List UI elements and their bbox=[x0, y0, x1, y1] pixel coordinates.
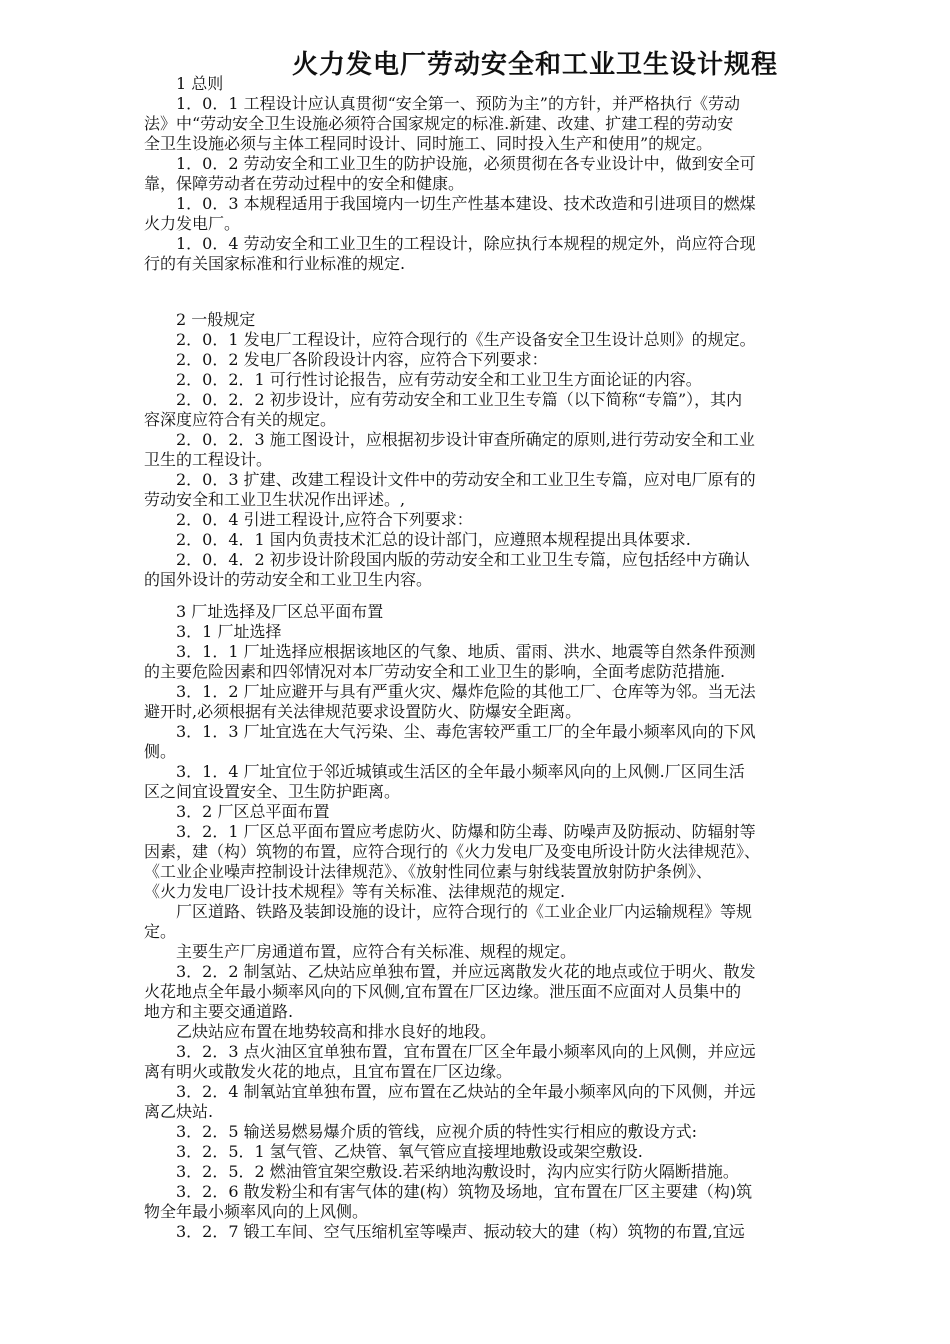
text-line: 1 总则 bbox=[144, 74, 224, 93]
text-line: 3．2．6 散发粉尘和有害气体的建(构）筑物及场地，宜布置在厂区主要建（构)筑 bbox=[144, 1182, 753, 1201]
text-line: 地方和主要交通道路. bbox=[144, 1002, 294, 1021]
text-line: 3．2．5．1 氢气管、乙炔管、氧气管应直接埋地敷设或架空敷设. bbox=[144, 1142, 643, 1161]
text-line: 离有明火或散发火花的地点，且宜布置在厂区边缘。 bbox=[144, 1062, 513, 1081]
text-line: 2．0．3 扩建、改建工程设计文件中的劳动安全和工业卫生专篇，应对电厂原有的 bbox=[144, 470, 756, 489]
text-line: 靠，保障劳动者在劳动过程中的安全和健康。 bbox=[144, 174, 465, 193]
text-line: 行的有关国家标准和行业标准的规定. bbox=[144, 254, 406, 273]
text-line: 全卫生设施必须与主体工程同时设计、同时施工、同时投入生产和使用”的规定。 bbox=[144, 134, 713, 153]
text-line: 离乙炔站. bbox=[144, 1102, 214, 1121]
text-line: 3．2．1 厂区总平面布置应考虑防火、防爆和防尘毒、防噪声及防振动、防辐射等 bbox=[144, 822, 756, 841]
text-line: 3．2．4 制氧站宜单独布置，应布置在乙炔站的全年最小频率风向的下风侧，并远 bbox=[144, 1082, 756, 1101]
text-line: 3．1．1 厂址选择应根据该地区的气象、地质、雷雨、洪水、地震等自然条件预测 bbox=[144, 642, 756, 661]
text-line: 3．2．5．2 燃油管宜架空敷设.若采纳地沟敷设时，沟内应实行防火隔断措施。 bbox=[144, 1162, 739, 1181]
text-line: 的主要危险因素和四邻情况对本厂劳动安全和工业卫生的影响，全面考虑防范措施. bbox=[144, 662, 726, 681]
text-line: 的国外设计的劳动安全和工业卫生内容。 bbox=[144, 570, 433, 589]
text-line: 2．0．4．2 初步设计阶段国内版的劳动安全和工业卫生专篇，应包括经中方确认 bbox=[144, 550, 750, 569]
text-line: 2．0．2．3 施工图设计，应根据初步设计审查所确定的原则,进行劳动安全和工业 bbox=[144, 430, 755, 449]
text-line: 火花地点全年最小频率风向的下风侧,宜布置在厂区边缘。泄压面不应面对人员集中的 bbox=[144, 982, 742, 1001]
text-line: 劳动安全和工业卫生状况作出评述。, bbox=[144, 490, 406, 509]
text-line: 定。 bbox=[144, 922, 177, 941]
text-line: 1．0．4 劳动安全和工业卫生的工程设计，除应执行本规程的规定外，尚应符合现 bbox=[144, 234, 756, 253]
text-line: 1．0．1 工程设计应认真贯彻“安全第一、预防为主”的方针，并严格执行《劳动 bbox=[144, 94, 740, 113]
text-line: 《火力发电厂设计技术规程》等有关标准、法律规范的规定. bbox=[144, 882, 566, 901]
text-line: 区之间宜设置安全、卫生防护距离。 bbox=[144, 782, 401, 801]
text-line: 3．2．5 输送易燃易爆介质的管线，应视介质的特性实行相应的敷设方式: bbox=[144, 1122, 698, 1141]
text-line: 乙炔站应布置在地势较高和排水良好的地段。 bbox=[144, 1022, 497, 1041]
text-line: 3．2．3 点火油区宜单独布置，宜布置在厂区全年最小频率风向的上风侧，并应远 bbox=[144, 1042, 756, 1061]
text-line: 2．0．4 引进工程设计,应符合下列要求： bbox=[144, 510, 473, 529]
text-line: 3．2．7 锻工车间、空气压缩机室等噪声、振动较大的建（构）筑物的布置,宜远 bbox=[144, 1222, 745, 1241]
text-line: 火力发电厂。 bbox=[144, 214, 241, 233]
text-line: 2 一般规定 bbox=[144, 310, 256, 329]
text-line: 1．0．2 劳动安全和工业卫生的防护设施，必须贯彻在各专业设计中，做到安全可 bbox=[144, 154, 756, 173]
text-line: 2．0．2．1 可行性讨论报告，应有劳动安全和工业卫生方面论证的内容。 bbox=[144, 370, 702, 389]
text-line: 2．0．2．2 初步设计，应有劳动安全和工业卫生专篇（以下简称“专篇”），其内 bbox=[144, 390, 743, 409]
text-line: 《工业企业噪声控制设计法律规范》、《放射性同位素与射线装置放射防护条例》、 bbox=[144, 862, 713, 881]
text-line: 主要生产厂房通道布置，应符合有关标准、规程的规定。 bbox=[144, 942, 577, 961]
text-line: 2．0．2 发电厂各阶段设计内容，应符合下列要求： bbox=[144, 350, 548, 369]
text-line: 避开时,必须根据有关法律规范要求设置防火、防爆安全距离。 bbox=[144, 702, 582, 721]
text-line: 侧。 bbox=[144, 742, 177, 761]
text-line: 3．1 厂址选择 bbox=[144, 622, 282, 641]
text-line: 3 厂址选择及厂区总平面布置 bbox=[144, 602, 384, 621]
text-line: 卫生的工程设计。 bbox=[144, 450, 273, 469]
text-line: 法》中“劳动安全卫生设施必须符合国家规定的标准.新建、改建、扩建工程的劳动安 bbox=[144, 114, 734, 133]
text-line: 容深度应符合有关的规定。 bbox=[144, 410, 337, 429]
text-line: 3．2．2 制氢站、乙炔站应单独布置，并应远离散发火花的地点或位于明火、散发 bbox=[144, 962, 756, 981]
text-line: 3．1．2 厂址应避开与具有严重火灾、爆炸危险的其他工厂、仓库等为邻。当无法 bbox=[144, 682, 756, 701]
document-title: 火力发电厂劳动安全和工业卫生设计规程 bbox=[291, 50, 778, 80]
text-line: 3．1．4 厂址宜位于邻近城镇或生活区的全年最小频率风向的上风侧.厂区同生活 bbox=[144, 762, 745, 781]
text-line: 3．2 厂区总平面布置 bbox=[144, 802, 330, 821]
text-line: 2．0．4．1 国内负责技术汇总的设计部门，应遵照本规程提出具体要求. bbox=[144, 530, 691, 549]
text-line: 2．0．1 发电厂工程设计，应符合现行的《生产设备安全卫生设计总则》的规定。 bbox=[144, 330, 756, 349]
text-line: 1．0．3 本规程适用于我国境内一切生产性基本建设、技术改造和引进项目的燃煤 bbox=[144, 194, 756, 213]
text-line: 厂区道路、铁路及装卸设施的设计，应符合现行的《工业企业厂内运输规程》等规 bbox=[144, 902, 753, 921]
text-line: 因素，建（构）筑物的布置，应符合现行的《火力发电厂及变电所设计防火法律规范》、 bbox=[144, 842, 761, 861]
text-line: 物全年最小频率风向的上风侧。 bbox=[144, 1202, 369, 1221]
text-line: 3．1．3 厂址宜选在大气污染、尘、毒危害较严重工厂的全年最小频率风向的下风 bbox=[144, 722, 756, 741]
